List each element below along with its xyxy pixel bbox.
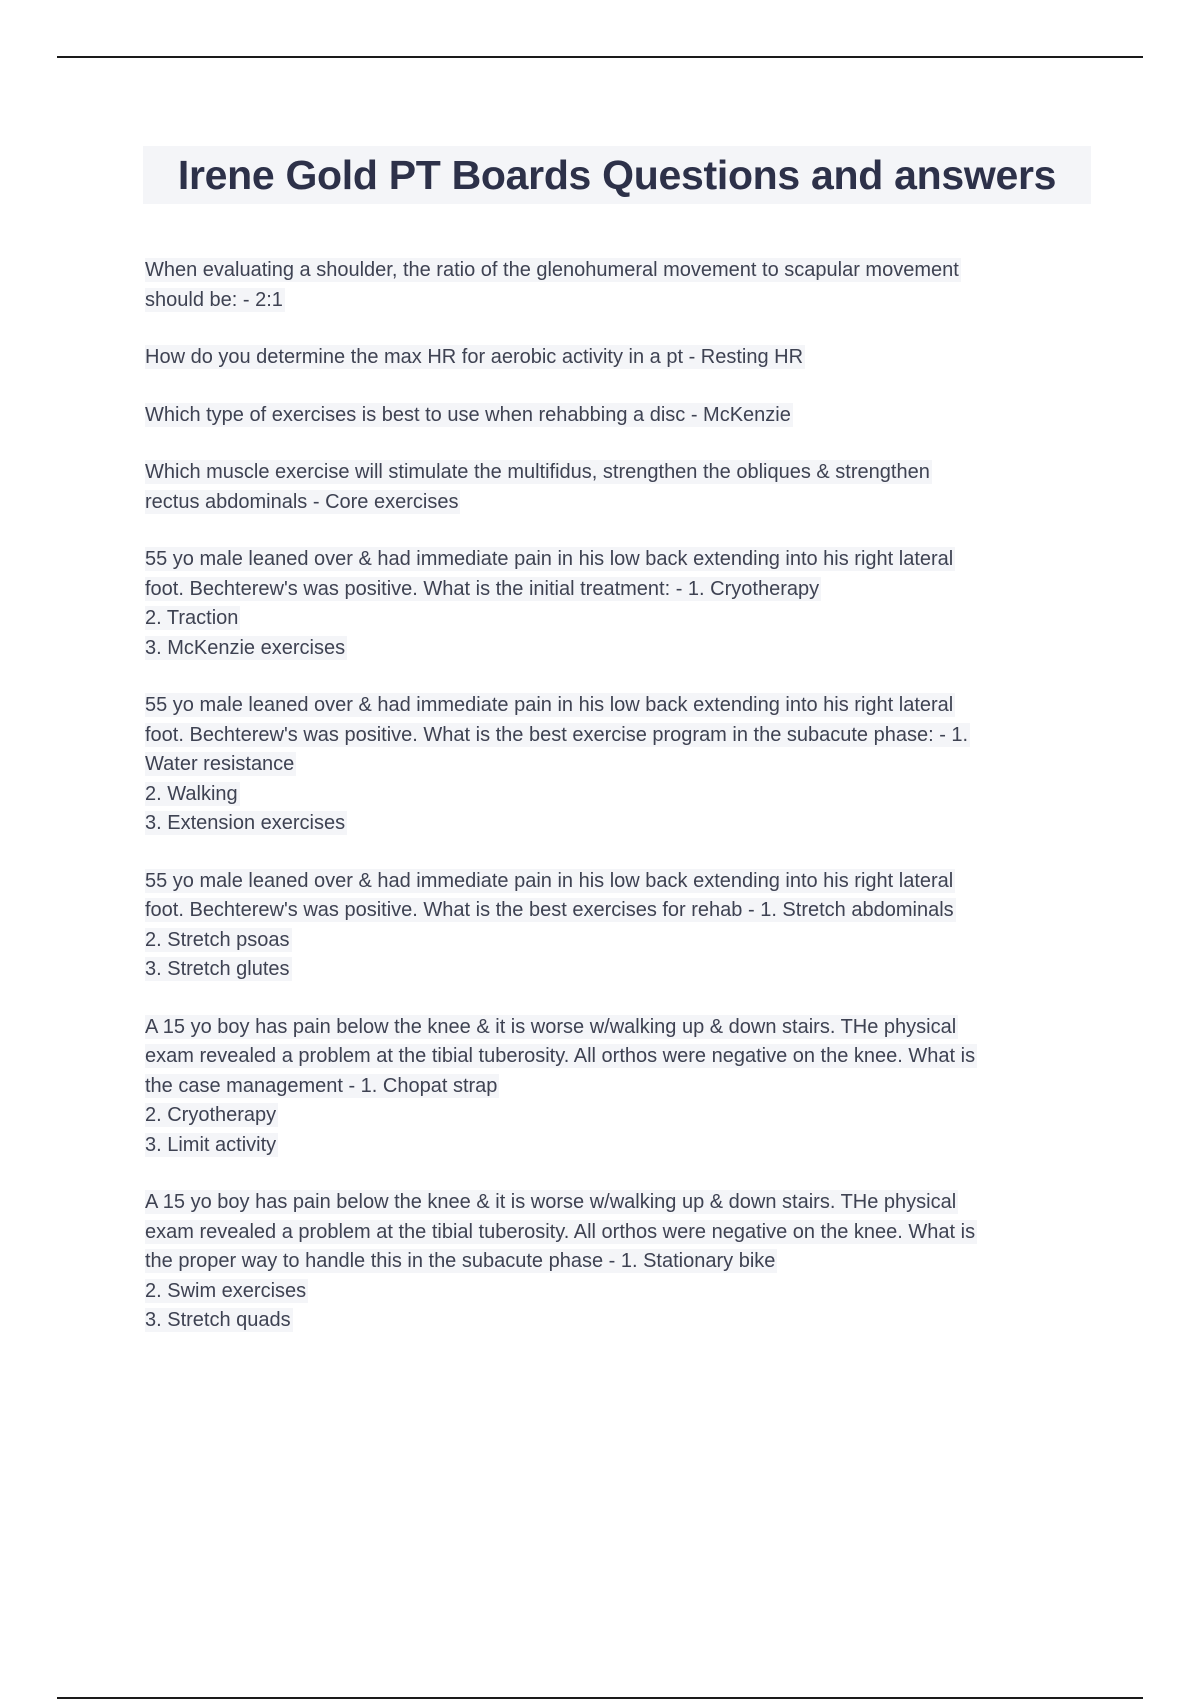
qa-line xyxy=(145,691,1095,721)
qa-line-text: 55 yo male leaned over & had immediate pain in his low back extending into his right lateral xyxy=(145,869,954,892)
qa-line-text: 2. Traction xyxy=(145,607,239,629)
qa-line xyxy=(145,809,1095,839)
qa-line-text: 3. Stretch glutes xyxy=(145,958,290,980)
qa-item-4 xyxy=(145,458,1095,517)
qa-line-text: the case management - 1. Chopat strap xyxy=(145,1074,498,1097)
qa-line-text: foot. Bechterew's was positive. What is the best exercises for rehab - 1. Stretch abdominals xyxy=(145,899,954,921)
qa-line xyxy=(145,1247,1095,1277)
qa-line-text: When evaluating a shoulder, the ratio of the glenohumeral movement to scapular movement xyxy=(145,259,959,281)
qa-line xyxy=(145,545,1095,575)
qa-line-text: A 15 yo boy has pain below the knee & it is worse w/walking up & down stairs. THe physical xyxy=(145,1015,957,1038)
qa-line xyxy=(145,1013,1095,1043)
qa-item-3 xyxy=(145,401,1095,431)
qa-line xyxy=(145,721,1095,751)
qa-line-text: A 15 yo boy has pain below the knee & it is worse w/walking up & down stairs. THe physical xyxy=(145,1191,957,1213)
qa-line-text: 55 yo male leaned over & had immediate pain in his low back extending into his right lateral xyxy=(145,694,954,716)
qa-line xyxy=(145,575,1095,605)
qa-line-text: 2. Stretch psoas xyxy=(145,928,290,951)
qa-item-8 xyxy=(145,1013,1095,1161)
document-title: Irene Gold PT Boards Questions and answers xyxy=(177,151,1057,198)
qa-line xyxy=(145,1188,1095,1218)
qa-item-5 xyxy=(145,545,1095,663)
qa-line xyxy=(145,286,1095,316)
qa-line xyxy=(145,488,1095,518)
qa-line-text: 3. McKenzie exercises xyxy=(145,636,346,659)
qa-line xyxy=(145,1072,1095,1102)
qa-line xyxy=(145,955,1095,985)
qa-line xyxy=(145,780,1095,810)
qa-line xyxy=(145,926,1095,956)
qa-line-text: exam revealed a problem at the tibial tuberosity. All orthos were negative on the knee. What is xyxy=(145,1045,976,1067)
qa-line xyxy=(145,750,1095,780)
qa-line xyxy=(145,1218,1095,1248)
qa-line-text: Water resistance xyxy=(145,753,295,775)
top-rule xyxy=(57,56,1143,58)
qa-list xyxy=(145,256,1095,1364)
qa-line xyxy=(145,343,1095,373)
qa-line-text: rectus abdominals - Core exercises xyxy=(145,490,459,513)
qa-item-6 xyxy=(145,691,1095,839)
qa-line-text: 2. Cryotherapy xyxy=(145,1104,277,1126)
qa-line-text: Which type of exercises is best to use when rehabbing a disc - McKenzie xyxy=(145,403,791,426)
qa-line-text: 2. Swim exercises xyxy=(145,1279,307,1302)
qa-line xyxy=(145,1306,1095,1336)
qa-line xyxy=(145,458,1095,488)
qa-line-text: foot. Bechterew's was positive. What is the best exercise program in the subacute phase: - 1. xyxy=(145,723,969,746)
qa-item-7 xyxy=(145,867,1095,985)
qa-line-text: 3. Extension exercises xyxy=(145,812,346,834)
qa-line xyxy=(145,401,1095,431)
qa-line-text: foot. Bechterew's was positive. What is the initial treatment: - 1. Cryotherapy xyxy=(145,577,820,600)
qa-line xyxy=(145,1101,1095,1131)
qa-line-text: How do you determine the max HR for aerobic activity in a pt - Resting HR xyxy=(145,346,804,368)
qa-line-text: the proper way to handle this in the subacute phase - 1. Stationary bike xyxy=(145,1250,776,1272)
qa-line xyxy=(145,1277,1095,1307)
qa-line xyxy=(145,1131,1095,1161)
qa-line xyxy=(145,604,1095,634)
qa-line xyxy=(145,634,1095,664)
qa-line-text: 2. Walking xyxy=(145,782,238,805)
qa-item-2 xyxy=(145,343,1095,373)
qa-line xyxy=(145,896,1095,926)
qa-line-text: Which muscle exercise will stimulate the multifidus, strengthen the obliques & strengthen xyxy=(145,461,930,483)
qa-line-text: 3. Limit activity xyxy=(145,1133,277,1156)
qa-line-text: should be: - 2:1 xyxy=(145,288,283,311)
bottom-rule xyxy=(57,1697,1143,1699)
qa-line-text: 55 yo male leaned over & had immediate pain in his low back extending into his right lateral xyxy=(145,548,954,570)
qa-line-text: exam revealed a problem at the tibial tuberosity. All orthos were negative on the knee. What is xyxy=(145,1220,976,1243)
title-box xyxy=(143,146,1091,204)
qa-line xyxy=(145,1042,1095,1072)
qa-item-9 xyxy=(145,1188,1095,1336)
qa-line-text: 3. Stretch quads xyxy=(145,1309,291,1331)
qa-item-1 xyxy=(145,256,1095,315)
qa-line xyxy=(145,867,1095,897)
qa-line xyxy=(145,256,1095,286)
